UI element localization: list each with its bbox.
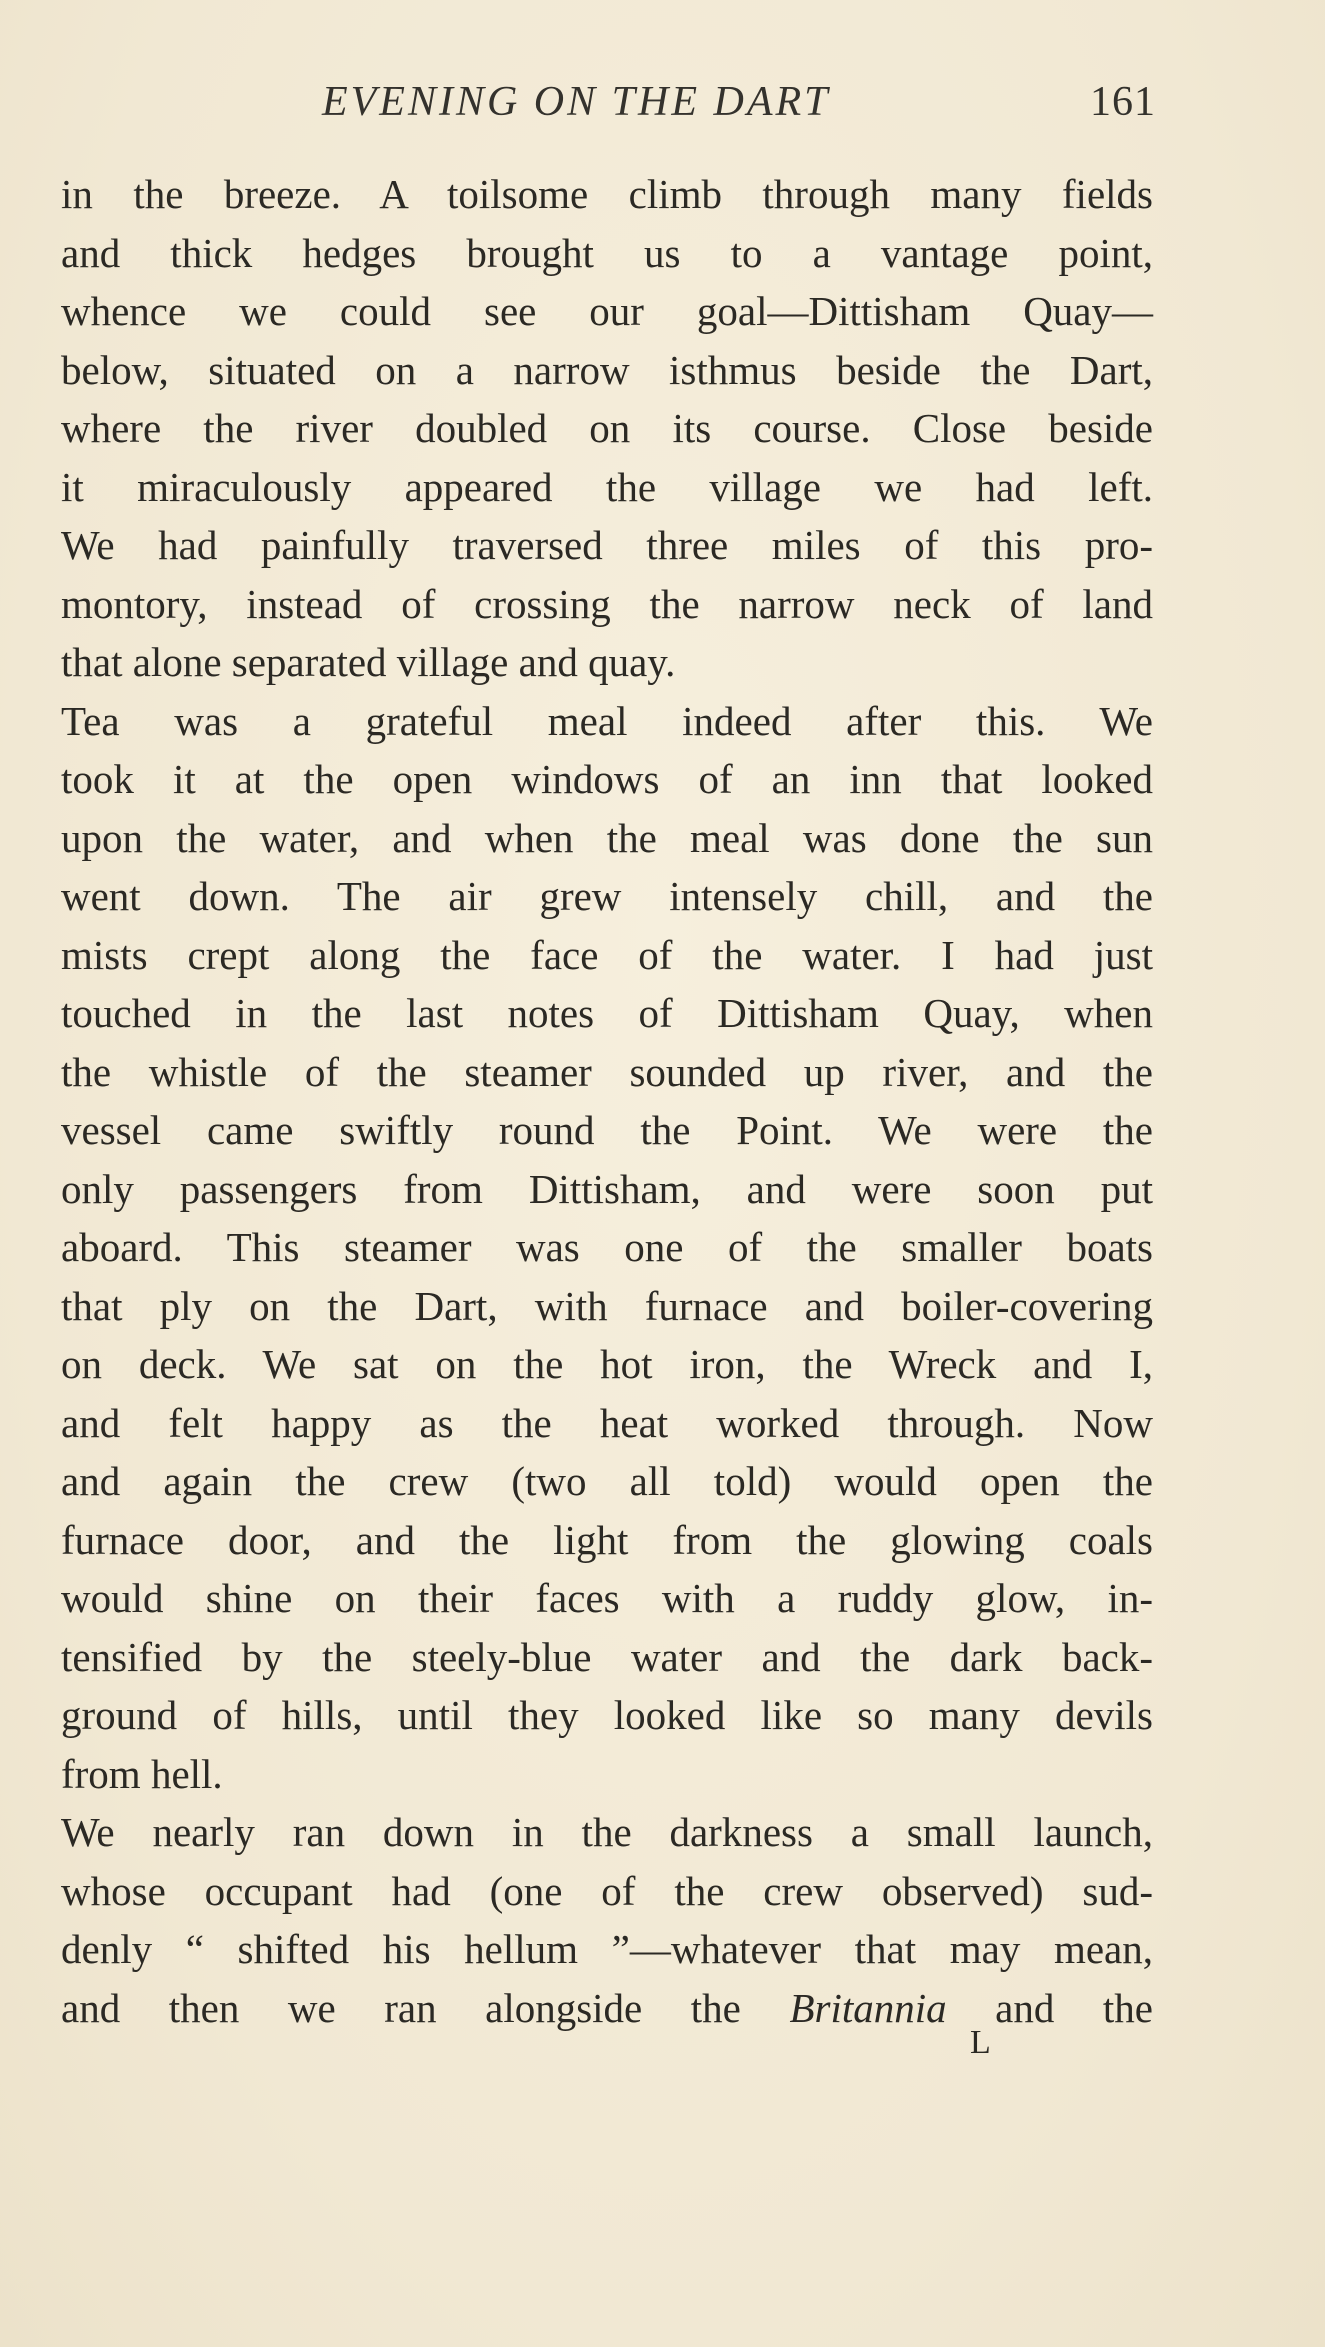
final-line-start: and then we ran alongside the xyxy=(61,1984,741,2031)
text-line: We had painfully traversed three miles of this pro- xyxy=(61,522,1153,568)
text-line: montory, instead of crossing the narrow neck of land xyxy=(61,580,1153,627)
text-line: touched in the last notes of Dittisham Quay, when xyxy=(61,990,1153,1036)
text-line: below, situated on a narrow isthmus beside the Dart, xyxy=(61,346,1153,393)
text-line: Tea was a grateful meal indeed after this. We xyxy=(61,697,1153,744)
text-line: and thick hedges brought us to a vantage point, xyxy=(61,229,1153,276)
text-line: and again the crew (two all told) would open the xyxy=(61,1458,1153,1504)
page-number: 161 xyxy=(1090,79,1156,125)
running-title: EVENING ON THE DART xyxy=(322,79,831,125)
text-line: furnace door, and the light from the glowing coals xyxy=(61,1516,1153,1563)
text-line: aboard. This steamer was one of the smaller boats xyxy=(61,1224,1153,1270)
body-text xyxy=(61,165,1153,2037)
text-line: tensified by the steely-blue water and the dark back- xyxy=(61,1633,1153,1680)
text-line: took it at the open windows of an inn that looked xyxy=(61,756,1153,802)
text-line: upon the water, and when the meal was done the sun xyxy=(61,814,1153,861)
text-line: We nearly ran down in the darkness a small launch, xyxy=(61,1809,1153,1855)
text-line: in the breeze. A toilsome climb through many fields xyxy=(61,171,1153,217)
text-line: mists crept along the face of the water. I had just xyxy=(61,931,1153,978)
text-line: that ply on the Dart, with furnace and boiler-covering xyxy=(61,1282,1153,1329)
text-line: it miraculously appeared the village we had left. xyxy=(61,463,1153,510)
signature-mark: L xyxy=(970,2024,991,2061)
text-line: where the river doubled on its course. Close beside xyxy=(61,405,1153,451)
text-line: whose occupant had (one of the crew observed) sud- xyxy=(61,1867,1153,1914)
text-line: that alone separated village and quay. xyxy=(61,639,676,685)
ship-name-italic: Britannia xyxy=(789,1984,947,2031)
text-line: and felt happy as the heat worked through. Now xyxy=(61,1399,1153,1446)
text-line: from hell. xyxy=(61,1750,223,1797)
text-line: whence we could see our goal—Dittisham Quay— xyxy=(61,288,1153,334)
text-line: ground of hills, until they looked like so many devils xyxy=(61,1692,1153,1738)
text-line: vessel came swiftly round the Point. We were the xyxy=(61,1107,1153,1153)
running-head xyxy=(0,78,1325,128)
text-line: on deck. We sat on the hot iron, the Wreck and I, xyxy=(61,1341,1153,1387)
text-line: denly “ shifted his hellum ”—whatever that may mean, xyxy=(61,1926,1153,1972)
text-line: the whistle of the steamer sounded up river, and the xyxy=(61,1048,1153,1095)
final-line-end: and the xyxy=(995,1984,1154,2031)
text-line: would shine on their faces with a ruddy glow, in- xyxy=(61,1575,1153,1621)
text-line: went down. The air grew intensely chill, and the xyxy=(61,873,1153,919)
text-line: only passengers from Dittisham, and were soon put xyxy=(61,1165,1153,1212)
